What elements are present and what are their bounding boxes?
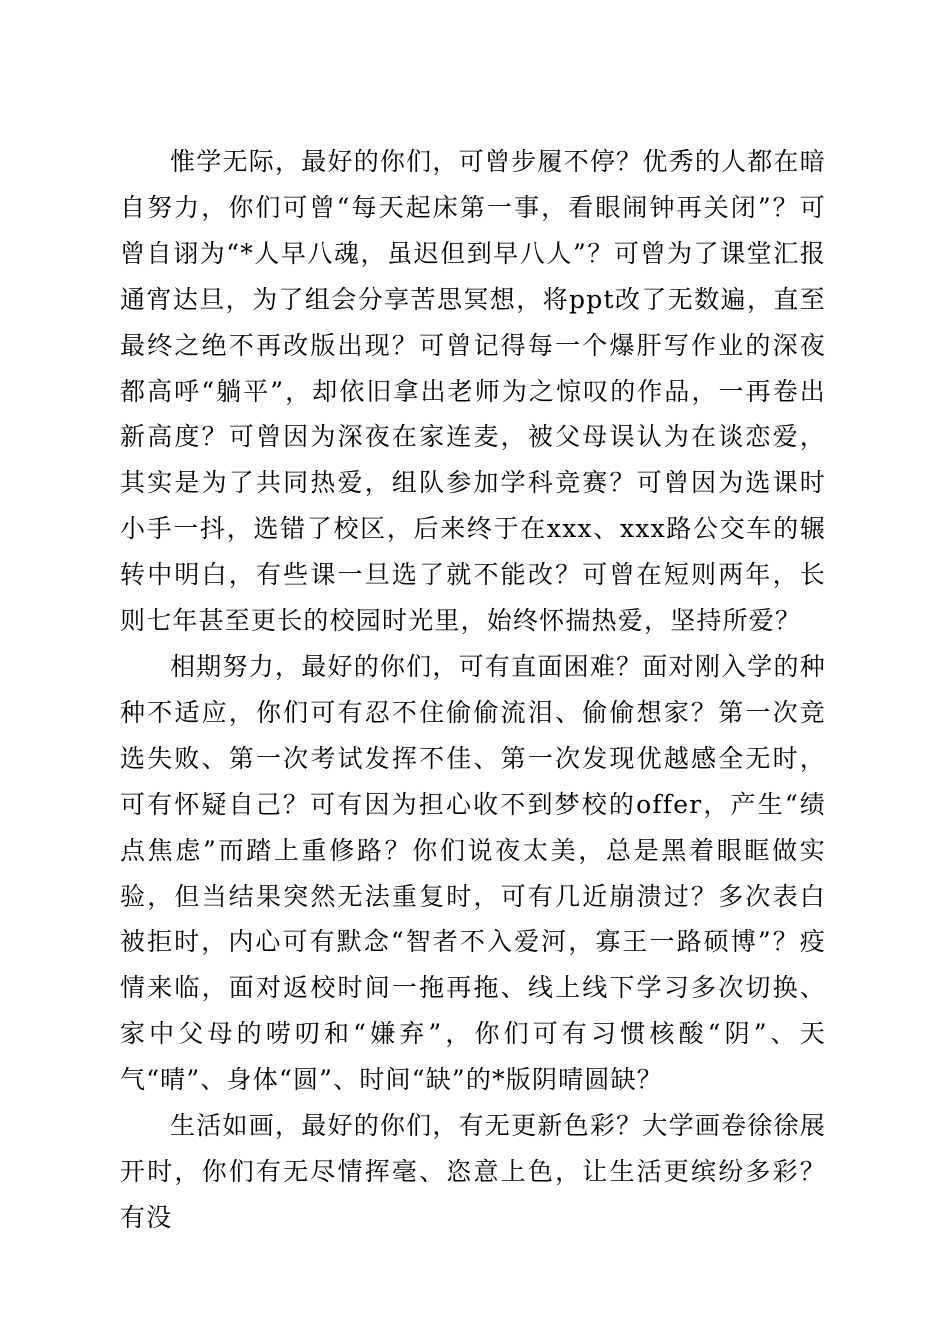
paragraph-difficulty: 相期努力，最好的你们，可有直面困难？面对刚入学的种种不适应，你们可有忍不住偷偷流泪、偷偷想家？第一次竞选失败、第一次考试发挥不佳、第一次发现优越感全无时，可有怀疑自己？可有因为担心收不到梦校的offer，产生“绩点焦虑”而踏上重修路？你们说夜太美，总是黑着眼眶做实验，但当结果突然无法重复时，可有几近崩溃过？多次表白被拒时，内心可有默念“智者不入爱河，寡王一路硕博”？疫情来临，面对返校时间一拖再拖、线上线下学习多次切换、家中父母的唠叨和“嫌弃”，你们可有习惯核酸“阴”、天气“晴”、身体“圆”、时间“缺”的*版阴晴圆缺？ [120,651,826,1095]
document-body [120,139,826,1241]
paragraph-life: 生活如画，最好的你们，有无更新色彩？大学画卷徐徐展开时，你们有无尽情挥毫、恣意上色，让生活更缤纷多彩？有没 [120,1111,826,1232]
paragraph-study: 惟学无际，最好的你们，可曾步履不停？优秀的人都在暗自努力，你们可曾“每天起床第一事，看眼闹钟再关闭”？可曾自诩为“*人早八魂，虽迟但到早八人”？可曾为了课堂汇报通宵达旦，为了组会分享苦思冥想，将ppt改了无数遍，直至最终之绝不再改版出现？可曾记得每一个爆肝写作业的深夜都高呼“躺平”，却依旧拿出老师为之惊叹的作品，一再卷出新高度？可曾因为深夜在家连麦，被父母误认为在谈恋爱，其实是为了共同热爱，组队参加学科竞赛？可曾因为选课时小手一抖，选错了校区，后来终于在xxx、xxx路公交车的辗转中明白，有些课一旦选了就不能改？可曾在短则两年，长则七年甚至更长的校园时光里，始终怀揣热爱，坚持所爱？ [120,147,826,636]
